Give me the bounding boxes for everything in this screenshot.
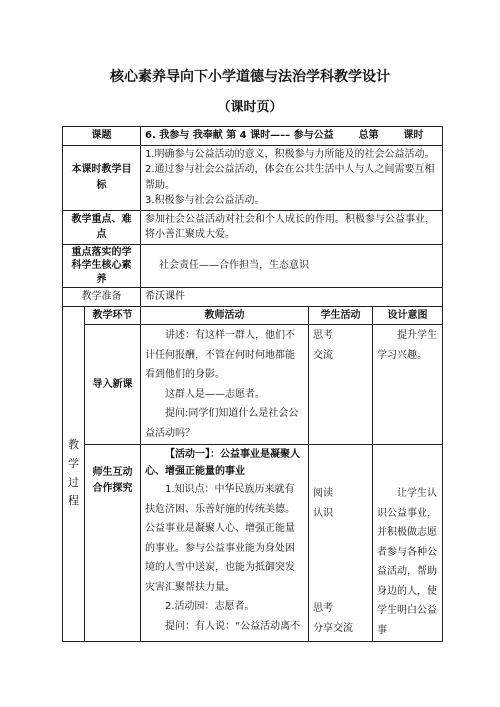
page-title: 核心素养导向下小学道德与法治学科教学设计: [110, 69, 390, 85]
col-step-header: 教学环节: [85, 306, 141, 325]
core-value: 社会责任——合作担当，生态意识: [141, 244, 443, 288]
topic-value: [141, 127, 443, 146]
teacher-cell: 讲述：有这样一群人，他们不计任何报酬，不管在何时何地都能看到他们的身影。 这群人是——志愿者。 提问:同学们知道什么是社会公益活动吗？: [141, 325, 309, 445]
col-intent-header: 设计意图: [373, 306, 443, 325]
teacher-cell: 【活动一】：公益事业是凝聚人心、增强正能量的事业 1.知识点：中华民族历来就有扶危济困、乐善好施的传统美德。公益事业是凝聚人心、增强正能量的事业。参与公益事业能为身处困境的人雪中送炭，也能为抵御突发灾害汇聚帮扶力量。 2.活动园：志愿者。 提问：有人说：“公益活动离不: [141, 445, 309, 642]
process-label: 教 学 过 程: [63, 306, 85, 642]
step-cell: 导入新课: [85, 325, 141, 445]
lesson-plan-table: [62, 126, 443, 642]
prep-label: 教学准备: [63, 288, 141, 307]
goal-item: 3.积极参与社会公益活动。: [145, 195, 265, 206]
col-teacher-header: 教师活动: [141, 306, 309, 325]
prep-value: 希沃课件: [141, 288, 443, 307]
goals-list: [141, 145, 443, 210]
key-value: 参加社会公益活动对社会和个人成长的作用。积极参与公益事业，将小善汇聚成大爱。: [141, 210, 443, 244]
goals-row: [63, 145, 443, 210]
student-cell: 思考 交流: [309, 325, 373, 445]
topic-text: 6. 我参与 我奉献 第 4 课时—–– 参与公益: [145, 130, 334, 141]
student-cell: 阅读 认识 思考 分享交流: [309, 445, 373, 642]
key-row: [63, 210, 443, 244]
page-subtitle: （课时页）: [217, 100, 283, 115]
goals-label: 本课时教学目标: [63, 145, 141, 210]
lesson-label: 课时: [403, 130, 424, 141]
prep-row: [63, 288, 443, 307]
goal-item: 2.通过参与社会公益活动，体会在公共生活中人与人之间需要互相帮助。: [145, 164, 435, 191]
table-row: [63, 445, 443, 642]
col-student-header: 学生活动: [309, 306, 373, 325]
step-cell: 师生互动合作探究: [85, 445, 141, 642]
table-row: [63, 325, 443, 445]
total-label: 总第: [358, 130, 379, 141]
core-label: 重点落实的学科学生核心素养: [63, 244, 141, 288]
topic-label: 课题: [63, 127, 141, 146]
intent-cell: 让学生认识公益事业，并积极做志愿者参与各种公益活动，帮助身边的人，使学生明白公益事: [373, 445, 443, 642]
core-row: [63, 244, 443, 288]
key-label: 教学重点、难点: [63, 210, 141, 244]
topic-row: [63, 127, 443, 146]
intent-cell: 提升学生学习兴趣。: [373, 325, 443, 445]
goal-item: 1.明确参与公益活动的意义，积极参与力所能及的社会公益活动。: [145, 148, 435, 160]
column-header-row: [63, 306, 443, 325]
